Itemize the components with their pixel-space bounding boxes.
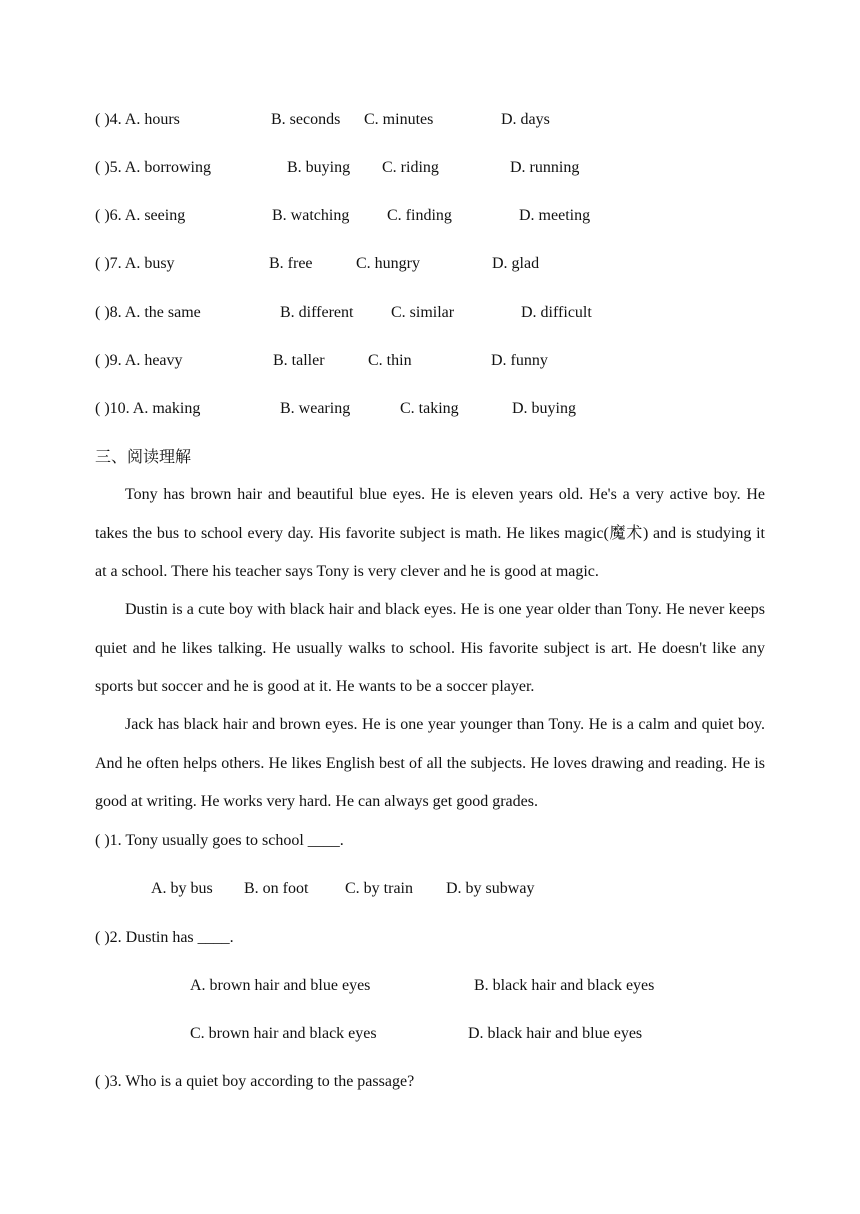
- option-d: D. black hair and blue eyes: [468, 1025, 643, 1042]
- option-c: C. hungry: [356, 255, 420, 272]
- question-1-stem: ( )1. Tony usually goes to school ____.: [95, 832, 344, 849]
- option-d: D. difficult: [521, 304, 592, 321]
- question-2-stem: ( )2. Dustin has ____.: [95, 929, 234, 946]
- option-a: ( )10. A. making: [95, 400, 201, 417]
- option-b: B. taller: [273, 352, 325, 369]
- option-b: B. different: [280, 304, 354, 321]
- option-a: ( )6. A. seeing: [95, 207, 186, 224]
- passage-paragraph-2: Dustin is a cute boy with black hair and black eyes. He is one year older than Tony. He never keeps quiet and he likes talking. He usually walks to school. His favorite subject is art. He doesn't like any sports but soccer and he is good at it. He wants to be a soccer player.: [95, 601, 765, 695]
- option-c: C. minutes: [364, 111, 434, 128]
- option-b: B. wearing: [280, 400, 351, 417]
- option-b: B. watching: [272, 207, 350, 224]
- option-c: C. by train: [345, 880, 413, 897]
- option-b: B. on foot: [244, 880, 309, 897]
- option-b: B. black hair and black eyes: [474, 977, 655, 994]
- option-c: C. taking: [400, 400, 459, 417]
- option-c: C. thin: [368, 352, 412, 369]
- option-a: ( )4. A. hours: [95, 111, 180, 128]
- option-d: D. running: [510, 159, 580, 176]
- section-heading: 三、阅读理解: [95, 447, 192, 466]
- option-d: D. buying: [512, 400, 576, 417]
- question-3-stem: ( )3. Who is a quiet boy according to the passage?: [95, 1073, 415, 1090]
- option-a: A. brown hair and blue eyes: [190, 977, 371, 994]
- option-d: D. days: [501, 111, 550, 128]
- passage-paragraph-1: Tony has brown hair and beautiful blue eyes. He is eleven years old. He's a very active boy. He takes the bus to school every day. His favorite subject is math. He likes magic(魔术) and is studying it at a school. There his teacher says Tony is very clever and he is good at magic.: [95, 486, 765, 580]
- option-c: C. similar: [391, 304, 455, 321]
- option-d: D. glad: [492, 255, 540, 272]
- option-a: ( )5. A. borrowing: [95, 159, 211, 176]
- option-b: B. free: [269, 255, 313, 272]
- option-d: D. by subway: [446, 880, 535, 897]
- option-b: B. seconds: [271, 111, 341, 128]
- option-d: D. funny: [491, 352, 548, 369]
- passage-paragraph-3: Jack has black hair and brown eyes. He is one year younger than Tony. He is a calm and quiet boy. And he often helps others. He likes English best of all the subjects. He loves drawing and reading. He is good at writing. He works very hard. He can always get good grades.: [95, 716, 765, 810]
- option-c: C. riding: [382, 159, 439, 176]
- option-a: ( )7. A. busy: [95, 255, 175, 272]
- option-d: D. meeting: [519, 207, 591, 224]
- option-a: ( )9. A. heavy: [95, 352, 183, 369]
- option-b: B. buying: [287, 159, 351, 176]
- option-c: C. brown hair and black eyes: [190, 1025, 377, 1042]
- option-c: C. finding: [387, 207, 452, 224]
- option-a: ( )8. A. the same: [95, 304, 201, 321]
- option-a: A. by bus: [151, 880, 213, 897]
